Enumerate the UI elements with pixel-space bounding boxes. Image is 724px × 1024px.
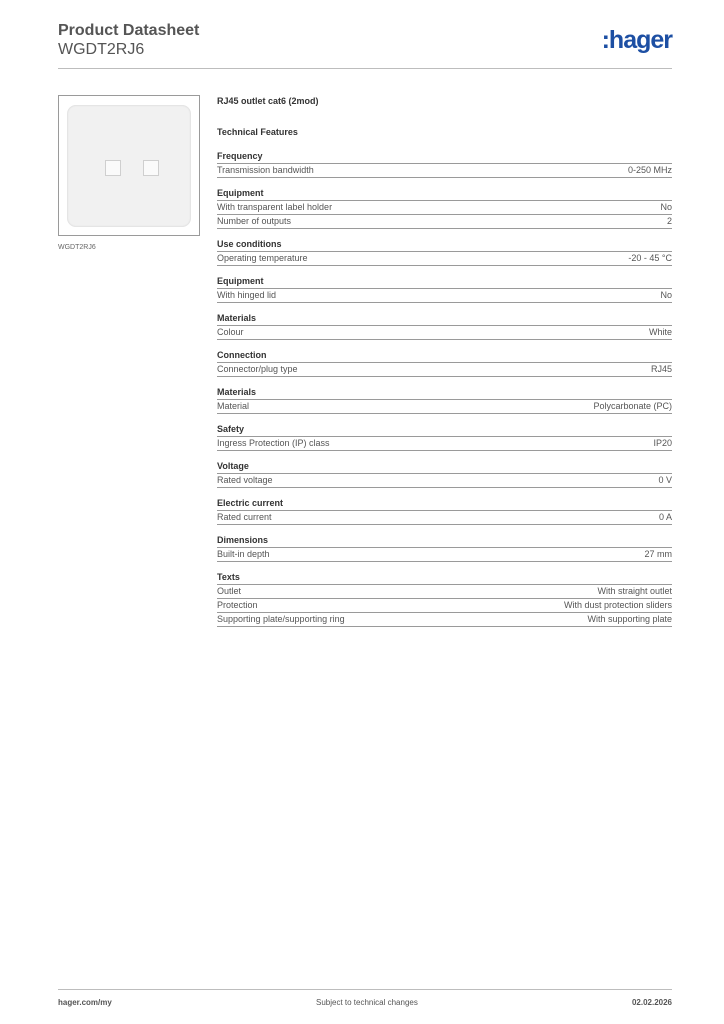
section-title: Frequency xyxy=(217,151,263,161)
spec-row xyxy=(217,473,672,488)
spec-value: IP20 xyxy=(653,438,672,448)
section-title: Use conditions xyxy=(217,239,282,249)
spec-label: Colour xyxy=(217,327,244,337)
spec-row xyxy=(217,325,672,340)
spec-label: Number of outputs xyxy=(217,216,292,226)
spec-row xyxy=(217,251,672,266)
hager-logo: :hager xyxy=(601,26,672,54)
spec-label: Material xyxy=(217,401,250,411)
spec-label: Outlet xyxy=(217,586,242,596)
spec-section xyxy=(217,386,672,414)
spec-row xyxy=(217,288,672,303)
spec-section xyxy=(217,275,672,303)
spec-label: Operating temperature xyxy=(217,253,308,263)
outlet-plate xyxy=(67,105,191,227)
spec-value: -20 - 45 °C xyxy=(628,253,672,263)
header-divider xyxy=(58,68,672,69)
spec-row xyxy=(217,214,672,229)
spec-section xyxy=(217,187,672,229)
spec-value: Polycarbonate (PC) xyxy=(593,401,672,411)
spec-value: No xyxy=(660,202,672,212)
spec-label: With transparent label holder xyxy=(217,202,333,212)
spec-value: 0 A xyxy=(658,512,672,522)
spec-label: Transmission bandwidth xyxy=(217,165,314,175)
spec-value: With straight outlet xyxy=(597,586,672,596)
spec-sections xyxy=(217,150,672,627)
section-title: Texts xyxy=(217,572,240,582)
spec-section xyxy=(217,497,672,525)
spec-value: White xyxy=(648,327,672,337)
section-title: Materials xyxy=(217,387,257,397)
image-caption: WGDT2RJ6 xyxy=(58,244,96,251)
page-title: Product Datasheet xyxy=(58,22,200,39)
footer-website[interactable]: hager.com/my xyxy=(58,998,112,1007)
spec-value: With dust protection sliders xyxy=(563,600,672,610)
spec-row xyxy=(217,510,672,525)
spec-section xyxy=(217,238,672,266)
spec-value: With supporting plate xyxy=(587,614,672,624)
section-title: Connection xyxy=(217,350,267,360)
spec-row xyxy=(217,200,672,214)
footer-date: 02.02.2026 xyxy=(631,998,672,1007)
section-title: Safety xyxy=(217,424,245,434)
product-code: WGDT2RJ6 xyxy=(58,41,145,58)
spec-row xyxy=(217,362,672,377)
product-name: RJ45 outlet cat6 (2mod) xyxy=(217,96,319,106)
spec-value: 2 xyxy=(666,216,672,226)
product-image xyxy=(58,95,200,236)
spec-row xyxy=(217,436,672,451)
technical-features-heading: Technical Features xyxy=(217,127,298,137)
section-title: Equipment xyxy=(217,276,264,286)
spec-value: 27 mm xyxy=(644,549,672,559)
spec-row xyxy=(217,163,672,178)
spec-row xyxy=(217,399,672,414)
page-header xyxy=(58,20,672,70)
rj45-socket-icon xyxy=(105,160,121,176)
spec-section xyxy=(217,312,672,340)
spec-row xyxy=(217,547,672,562)
spec-label: Built-in depth xyxy=(217,549,270,559)
spec-section xyxy=(217,150,672,178)
rj45-socket-icon xyxy=(143,160,159,176)
spec-label: Rated voltage xyxy=(217,475,273,485)
spec-label: Connector/plug type xyxy=(217,364,298,374)
spec-value: No xyxy=(660,290,672,300)
spec-section xyxy=(217,571,672,627)
spec-section xyxy=(217,534,672,562)
spec-label: Supporting plate/supporting ring xyxy=(217,614,345,624)
spec-label: Protection xyxy=(217,600,258,610)
section-title: Electric current xyxy=(217,498,284,508)
footer-notice: Subject to technical changes xyxy=(316,998,418,1007)
spec-value: 0 V xyxy=(658,475,672,485)
section-title: Dimensions xyxy=(217,535,269,545)
spec-section xyxy=(217,423,672,451)
section-title: Equipment xyxy=(217,188,264,198)
spec-section xyxy=(217,349,672,377)
spec-label: Rated current xyxy=(217,512,272,522)
spec-panel xyxy=(217,96,672,627)
spec-value: RJ45 xyxy=(650,364,672,374)
spec-value: 0-250 MHz xyxy=(627,165,672,175)
spec-section xyxy=(217,460,672,488)
section-title: Voltage xyxy=(217,461,249,471)
spec-label: Ingress Protection (IP) class xyxy=(217,438,330,448)
section-title: Materials xyxy=(217,313,257,323)
spec-row xyxy=(217,612,672,627)
footer-divider xyxy=(58,989,672,990)
spec-label: With hinged lid xyxy=(217,290,277,300)
spec-row xyxy=(217,598,672,612)
spec-row xyxy=(217,584,672,598)
